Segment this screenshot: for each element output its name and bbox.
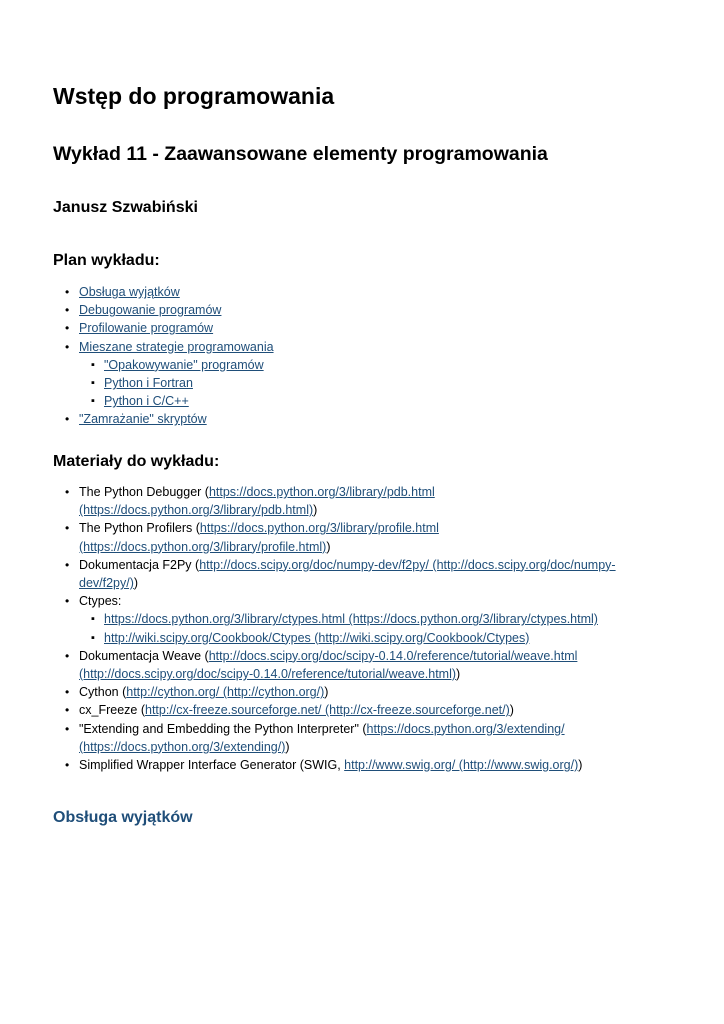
item-suffix: ) [313,503,318,518]
list-item [79,319,679,337]
item-suffix: ) [285,739,290,754]
materials-list [79,483,639,774]
swig-link[interactable]: http://www.swig.org/ (http://www.swig.org/) [344,758,579,773]
list-item [79,519,639,555]
list-item [79,647,639,683]
list-item [79,483,639,519]
item-text: The Python Debugger ( [79,485,209,499]
list-item [79,338,679,411]
plan-link-c[interactable]: Python i C/C++ [104,394,189,409]
list-item [104,629,639,647]
cxfreeze-link[interactable]: http://cx-freeze.sourceforge.net/ (http://cx-freeze.sourceforge.net/) [145,703,510,718]
list-item [104,392,679,410]
plan-link-exceptions[interactable]: Obsługa wyjątków [79,285,180,299]
profile-link[interactable]: https://docs.python.org/3/library/profile.html (https://docs.python.org/3/library/profile.html) [79,521,439,554]
plan-list [79,283,679,429]
item-text: Dokumentacja F2Py ( [79,557,200,572]
item-suffix: ) [324,685,329,700]
item-suffix: ) [326,539,331,554]
item-suffix: ) [578,758,583,773]
ctypes-cookbook-link[interactable]: http://wiki.scipy.org/Cookbook/Ctypes (http://wiki.scipy.org/Cookbook/Ctypes) [104,630,530,645]
item-text: cx_Freeze ( [79,703,145,718]
weave-link[interactable]: http://docs.scipy.org/doc/scipy-0.14.0/reference/tutorial/weave.html (http://docs.scipy.org/doc/scipy-0.14.0/reference/tutorial/weave.html) [79,648,578,682]
pdb-link[interactable]: https://docs.python.org/3/library/pdb.html (https://docs.python.org/3/library/pdb.html) [79,485,435,518]
item-text: Dokumentacja Weave ( [79,648,209,663]
list-item [79,301,679,319]
cython-link[interactable]: http://cython.org/ (http://cython.org/) [126,685,325,700]
item-suffix: ) [456,667,461,682]
plan-link-wrapping[interactable]: "Opakowywanie" programów [104,357,264,372]
item-text: Ctypes: [79,594,122,609]
item-text: Cython ( [79,685,127,700]
list-item [79,683,639,701]
list-item [79,410,679,428]
plan-link-profiling[interactable]: Profilowanie programów [79,321,214,336]
author-name: Janusz Szwabiński [53,199,198,216]
plan-link-mixed[interactable]: Mieszane strategie programowania [79,339,274,354]
materials-heading: Materiały do wykładu: [53,453,220,470]
list-item [79,756,639,774]
list-item [104,374,679,392]
ctypes-docs-link[interactable]: https://docs.python.org/3/library/ctypes.html (https://docs.python.org/3/library/ctypes.html) [104,612,598,627]
list-item [104,356,679,374]
plan-sublist [104,356,679,411]
page-title: Wstęp do programowania [53,83,335,109]
plan-link-fortran[interactable]: Python i Fortran [104,376,193,391]
plan-link-debugging[interactable]: Debugowanie programów [79,303,222,318]
extending-link[interactable]: https://docs.python.org/3/extending/ (https://docs.python.org/3/extending/) [79,721,565,754]
item-text: "Extending and Embedding the Python Interpreter" ( [79,721,367,736]
list-item [79,701,639,719]
list-item [79,556,639,592]
ctypes-sublist [104,610,639,646]
item-suffix: ) [509,703,514,718]
plan-heading: Plan wykładu: [53,252,160,269]
plan-link-freezing[interactable]: "Zamrażanie" skryptów [79,412,207,427]
f2py-link[interactable]: http://docs.scipy.org/doc/numpy-dev/f2py/ (http://docs.scipy.org/doc/numpy-dev/f2py/) [79,557,616,591]
item-text: The Python Profilers ( [79,521,200,536]
item-suffix: ) [133,576,139,591]
section-heading: Obsługa wyjątków [53,809,193,826]
list-item [79,283,679,301]
list-item [79,592,639,647]
list-item [79,720,639,756]
lecture-subtitle: Wykład 11 - Zaawansowane elementy programowania [53,143,548,165]
list-item [104,610,639,628]
item-text: Simplified Wrapper Interface Generator (SWIG, [79,758,345,773]
